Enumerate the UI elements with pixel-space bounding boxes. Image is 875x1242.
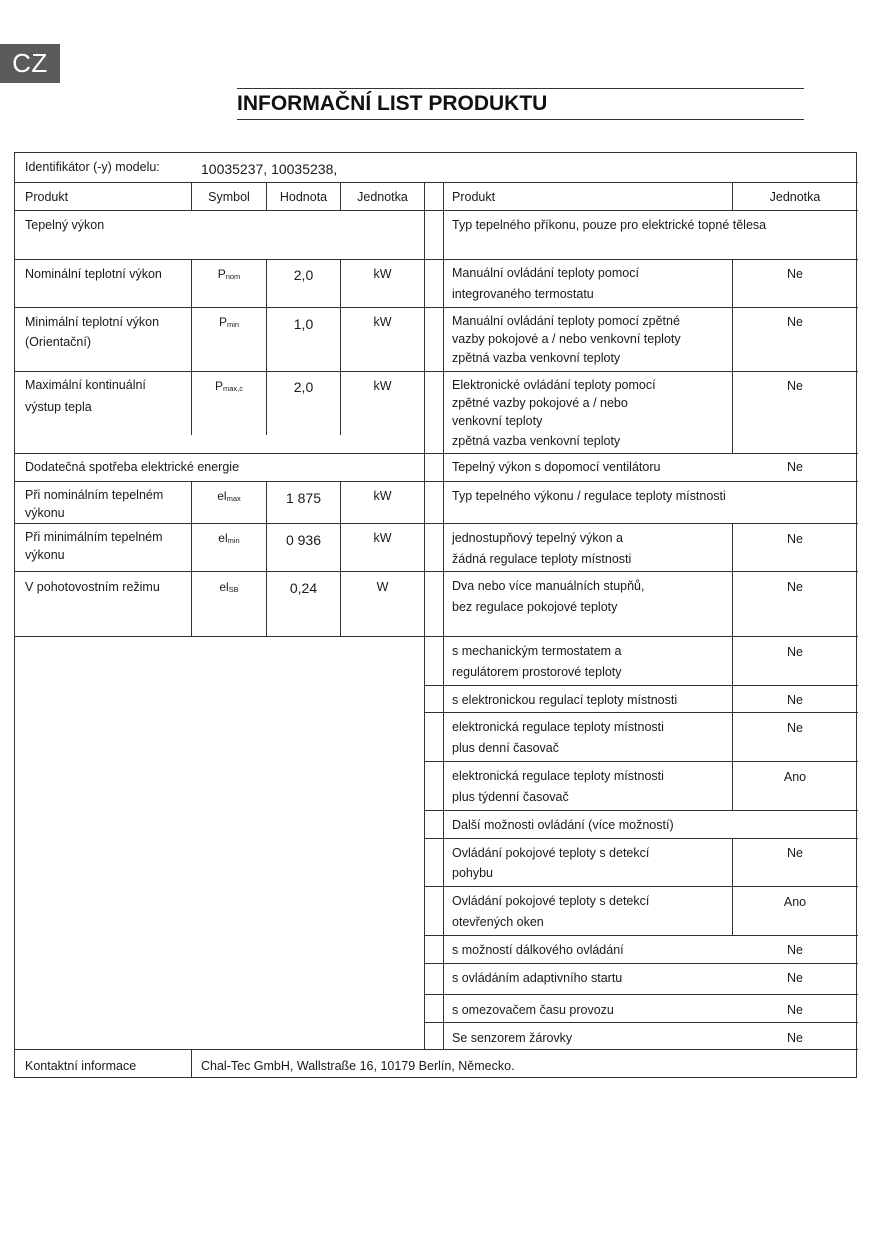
grid-line [424, 182, 425, 1049]
standby-label: V pohotovostním režimu [25, 580, 160, 594]
standby-symbol: $el_{SB}$ [219, 580, 239, 594]
standby-unit: W [376, 580, 389, 594]
open-window-value: Ano [783, 895, 807, 909]
type-heat-output-heading: Typ tepelného výkonu / regulace teploty místnosti [452, 489, 726, 503]
mechanical-thermostat-value: Ne [787, 645, 803, 659]
grid-line [15, 210, 858, 211]
two-manual-value: Ne [787, 580, 803, 594]
model-label: Identifikátor (-y) modelu: [25, 160, 160, 174]
header-product-right: Produkt [452, 190, 496, 204]
maximum-symbol: $P_{max,c}$ [214, 379, 244, 393]
at-nominal-unit: kW [373, 489, 392, 503]
title-rule-bottom [237, 119, 804, 120]
contact-label: Kontaktní informace [25, 1059, 137, 1073]
nominal-value: 2,0 [293, 267, 314, 283]
at-minimum-unit: kW [373, 531, 392, 545]
at-minimum-value: 0 936 [285, 532, 322, 548]
electronic-day-timer-value: Ne [787, 721, 803, 735]
presence-detection-line1: Ovládání pokojové teploty s detekcí [452, 846, 650, 860]
standby-value: 0,24 [289, 580, 318, 596]
electronic-week-timer-line2: plus týdenní časovač [452, 790, 569, 804]
black-bulb-sensor-label: Se senzorem žárovky [452, 1031, 573, 1045]
manual-integrated-line2: integrovaného termostatu [452, 287, 594, 301]
grid-line [340, 259, 341, 435]
mechanical-thermostat-line1: s mechanickým termostatem a [452, 644, 622, 658]
nominal-symbol: $P_{nom}$ [217, 267, 241, 281]
model-value: 10035237, 10035238, [201, 161, 338, 177]
electronic-regulation-label: s elektronickou regulací teploty místnosti [452, 693, 678, 707]
working-time-limit-value: Ne [787, 1003, 803, 1017]
grid-line [424, 886, 858, 887]
electronic-day-timer-line2: plus denní časovač [452, 741, 560, 755]
header-symbol: Symbol [208, 190, 250, 204]
electronic-feedback-line1: Elektronické ovládání teploty pomocí [452, 378, 656, 392]
maximum-label-line1: Maximální kontinuální [25, 378, 146, 392]
page-title: INFORMAČNÍ LIST PRODUKTU [237, 92, 548, 115]
minimum-unit: kW [373, 315, 392, 329]
grid-line [424, 994, 858, 995]
electronic-feedback-line3: venkovní teploty [452, 414, 543, 428]
manual-feedback-line3: zpětná vazba venkovní teploty [452, 351, 621, 365]
maximum-value: 2,0 [293, 379, 314, 395]
maximum-unit: kW [373, 379, 392, 393]
open-window-line1: Ovládání pokojové teploty s detekcí [452, 894, 650, 908]
grid-line [424, 810, 858, 811]
product-info-table [14, 152, 857, 1078]
electronic-feedback-value: Ne [787, 379, 803, 393]
at-nominal-label-line1: Při nominálním tepelném [25, 488, 164, 502]
presence-detection-value: Ne [787, 846, 803, 860]
electronic-week-timer-value: Ano [783, 770, 807, 784]
single-stage-line2: žádná regulace teploty místnosti [452, 552, 632, 566]
minimum-label-line2: (Orientační) [25, 335, 91, 349]
electronic-feedback-line4: zpětná vazba venkovní teploty [452, 434, 621, 448]
minimum-value: 1,0 [293, 316, 314, 332]
grid-line [424, 963, 858, 964]
mechanical-thermostat-line2: regulátorem prostorové teploty [452, 665, 622, 679]
electronic-regulation-value: Ne [787, 693, 803, 707]
grid-line [424, 1022, 858, 1023]
manual-integrated-line1: Manuální ovládání teploty pomocí [452, 266, 639, 280]
contact-value: Chal-Tec GmbH, Wallstraße 16, 10179 Berlín, Německo. [201, 1059, 515, 1073]
aux-consumption-heading: Dodatečná spotřeba elektrické energie [25, 460, 240, 474]
type-heat-input-heading: Typ tepelného příkonu, pouze pro elektrické topné tělesa [452, 218, 767, 232]
grid-line [732, 259, 733, 453]
grid-line [424, 761, 858, 762]
at-minimum-label-line1: Při minimálním tepelném [25, 530, 163, 544]
heat-output-heading: Tepelný výkon [25, 218, 105, 232]
at-nominal-label-line2: výkonu [25, 506, 65, 520]
header-unit-right: Jednotka [769, 190, 821, 204]
adaptive-start-value: Ne [787, 971, 803, 985]
remote-control-label: s možností dálkového ovládání [452, 943, 624, 957]
grid-line [191, 1049, 192, 1077]
grid-line [15, 453, 858, 454]
grid-line [424, 838, 858, 839]
manual-feedback-value: Ne [787, 315, 803, 329]
working-time-limit-label: s omezovačem času provozu [452, 1003, 614, 1017]
grid-line [424, 685, 858, 686]
manual-feedback-line1: Manuální ovládání teploty pomocí zpětné [452, 314, 680, 328]
grid-line [266, 259, 267, 435]
grid-line [443, 182, 444, 1049]
grid-line [15, 1049, 858, 1050]
two-manual-line2: bez regulace pokojové teploty [452, 600, 618, 614]
adaptive-start-label: s ovládáním adaptivního startu [452, 971, 623, 985]
black-bulb-sensor-value: Ne [787, 1031, 803, 1045]
title-rule-top [237, 88, 804, 89]
manual-integrated-value: Ne [787, 267, 803, 281]
single-stage-line1: jednostupňový tepelný výkon a [452, 531, 623, 545]
nominal-label: Nominální teplotní výkon [25, 267, 162, 281]
at-nominal-symbol: $el_{max}$ [217, 489, 241, 503]
grid-line [424, 712, 858, 713]
fan-assisted-label: Tepelný výkon s dopomocí ventilátoru [452, 460, 661, 474]
open-window-line2: otevřených oken [452, 915, 544, 929]
at-nominal-value: 1 875 [285, 490, 322, 506]
at-minimum-symbol: $el_{min}$ [218, 531, 240, 545]
two-manual-line1: Dva nebo více manuálních stupňů, [452, 579, 645, 593]
electronic-feedback-line2: zpětné vazby pokojové a / nebo [452, 396, 628, 410]
grid-line [15, 481, 858, 482]
fan-assisted-value: Ne [787, 460, 803, 474]
header-value: Hodnota [279, 190, 328, 204]
presence-detection-line2: pohybu [452, 866, 494, 880]
header-unit: Jednotka [357, 190, 408, 204]
grid-line [424, 935, 858, 936]
electronic-week-timer-line1: elektronická regulace teploty místnosti [452, 769, 664, 783]
remote-control-value: Ne [787, 943, 803, 957]
language-badge: CZ [0, 44, 60, 83]
maximum-label-line2: výstup tepla [25, 400, 92, 414]
single-stage-value: Ne [787, 532, 803, 546]
minimum-label-line1: Minimální teplotní výkon [25, 315, 160, 329]
manual-feedback-line2: vazby pokojové a / nebo venkovní teploty [452, 332, 681, 346]
at-minimum-label-line2: výkonu [25, 548, 65, 562]
other-options-heading: Další možnosti ovládání (více možností) [452, 818, 674, 832]
electronic-day-timer-line1: elektronická regulace teploty místnosti [452, 720, 664, 734]
nominal-unit: kW [373, 267, 392, 281]
header-product: Produkt [25, 190, 69, 204]
minimum-symbol: $P_{min}$ [218, 315, 240, 329]
